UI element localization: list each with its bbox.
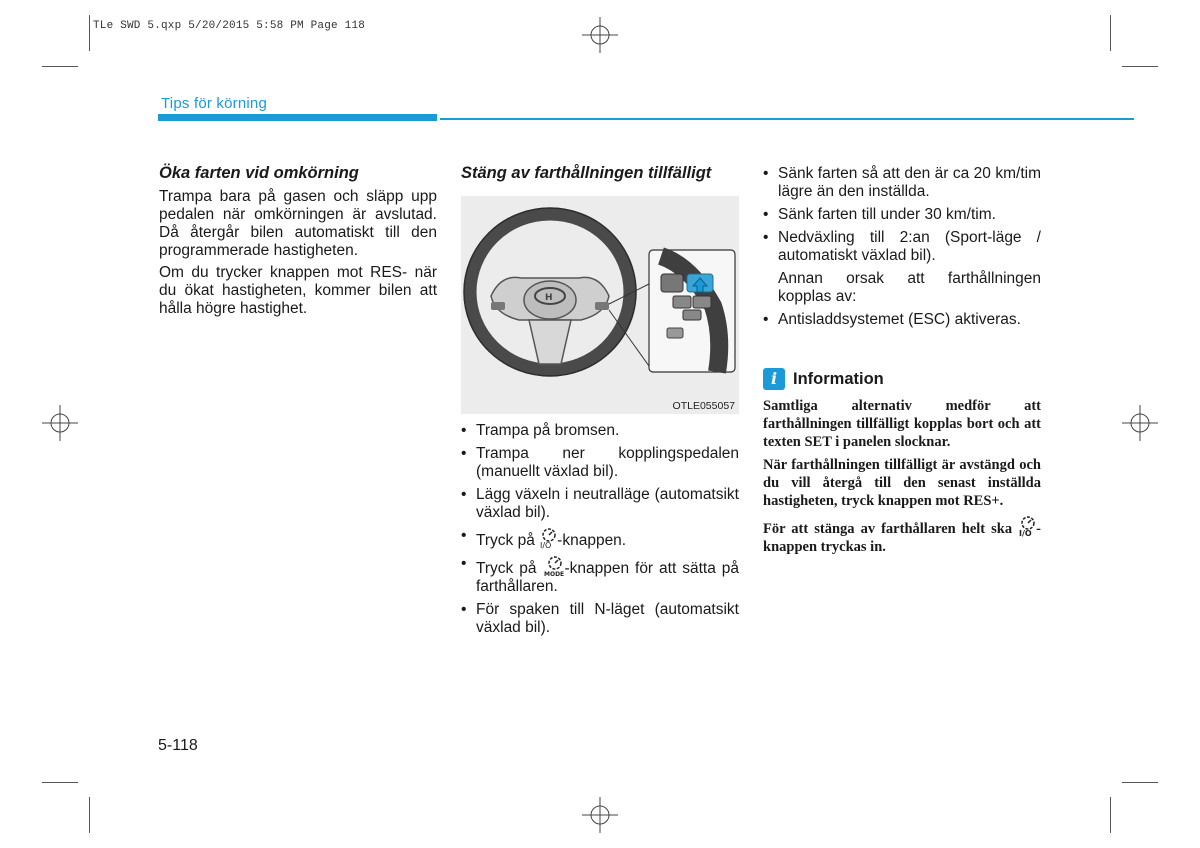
crop-mark (1122, 782, 1158, 783)
list-item: • Trampa på bromsen. (460, 422, 739, 440)
registration-mark-icon (42, 405, 78, 441)
crop-mark (1110, 797, 1111, 833)
list-item: • Antisladdsystemet (ESC) aktiveras. (762, 311, 1041, 329)
info-paragraph (763, 515, 1041, 556)
list-item: • Sänk farten till under 30 km/tim. (762, 206, 1041, 224)
svg-text:H: H (545, 293, 553, 303)
item-text: Tryck på (476, 532, 535, 549)
page-number: 5-118 (158, 737, 198, 754)
crop-mark (1122, 66, 1158, 67)
list-item (460, 527, 739, 550)
info-paragraph: Samtliga alternativ medför att farthållningen tillfälligt kopplas bort och att texten SET i panelen slocknar. (763, 398, 1041, 450)
registration-mark-icon (1122, 405, 1158, 441)
crop-mark (42, 66, 78, 67)
header-bar (158, 114, 437, 121)
crop-mark (89, 797, 90, 833)
crop-mark (89, 15, 90, 51)
figure-code: OTLE055057 (672, 400, 735, 412)
registration-mark-icon (582, 17, 618, 53)
list-item (460, 555, 739, 596)
header-rule (440, 118, 1134, 120)
info-title: Information (793, 370, 884, 388)
info-text-part: För att stänga av farthållaren helt ska (763, 521, 1013, 537)
crop-mark (1110, 15, 1111, 51)
heading-temporary-off: Stäng av farthållningen tillfälligt (461, 164, 712, 182)
steering-wheel-figure (461, 196, 739, 414)
item-text: -knappen för att sätta på farthållaren. (476, 560, 739, 595)
info-box-text (763, 397, 1041, 561)
cruise-icon (1018, 515, 1036, 537)
list-item: • Lägg växeln i neutralläge (automatsikt växlad bil). (460, 486, 739, 522)
print-slug: TLe SWD 5.qxp 5/20/2015 5:58 PM Page 118 (93, 20, 366, 32)
steering-wheel-icon (461, 196, 739, 414)
col1-text (159, 188, 437, 322)
info-icon: i (763, 368, 785, 390)
note-text: Annan orsak att farthållningen kopplas av: (778, 270, 1041, 305)
info-paragraph: När farthållningen tillfälligt är avstängd och du vill återgå till den senast inställda hastigheten, tryck knappen mot RES+. (763, 457, 1041, 509)
svg-text:I/O: I/O (540, 541, 552, 549)
item-text: Tryck på (476, 560, 537, 577)
cruise-icon (539, 527, 557, 549)
svg-text:I/O: I/O (1019, 529, 1032, 537)
section-title: Tips för körning (161, 95, 268, 112)
list-item: • Nedväxling till 2:an (Sport-läge / automatiskt växlad bil). (762, 229, 1041, 265)
col2-bullets (460, 422, 739, 642)
col3-bullets (762, 165, 1041, 334)
paragraph: Om du trycker knappen mot RES- när du ökat hastigheten, kommer bilen att hålla högre hastighet. (159, 264, 437, 317)
heading-overtaking: Öka farten vid omkörning (159, 164, 359, 182)
paragraph: Trampa bara på gasen och släpp upp pedalen när omkörningen är avslutad. Då återgår bilen automatiskt till den programmerade hastigheten. (159, 188, 437, 259)
list-item: • Sänk farten så att den är ca 20 km/tim lägre än den inställda. (762, 165, 1041, 201)
crop-mark (42, 782, 78, 783)
info-text-part: -knappen tryckas in. (763, 521, 1041, 555)
list-item: • För spaken till N-läget (automatsikt växlad bil). (460, 601, 739, 637)
cruise-mode-icon (542, 555, 564, 577)
item-text: -knappen. (557, 532, 627, 549)
list-item: • Trampa ner kopplingspedalen (manuellt växlad bil). (460, 445, 739, 481)
registration-mark-icon (582, 797, 618, 833)
svg-text:MODE: MODE (544, 571, 565, 577)
